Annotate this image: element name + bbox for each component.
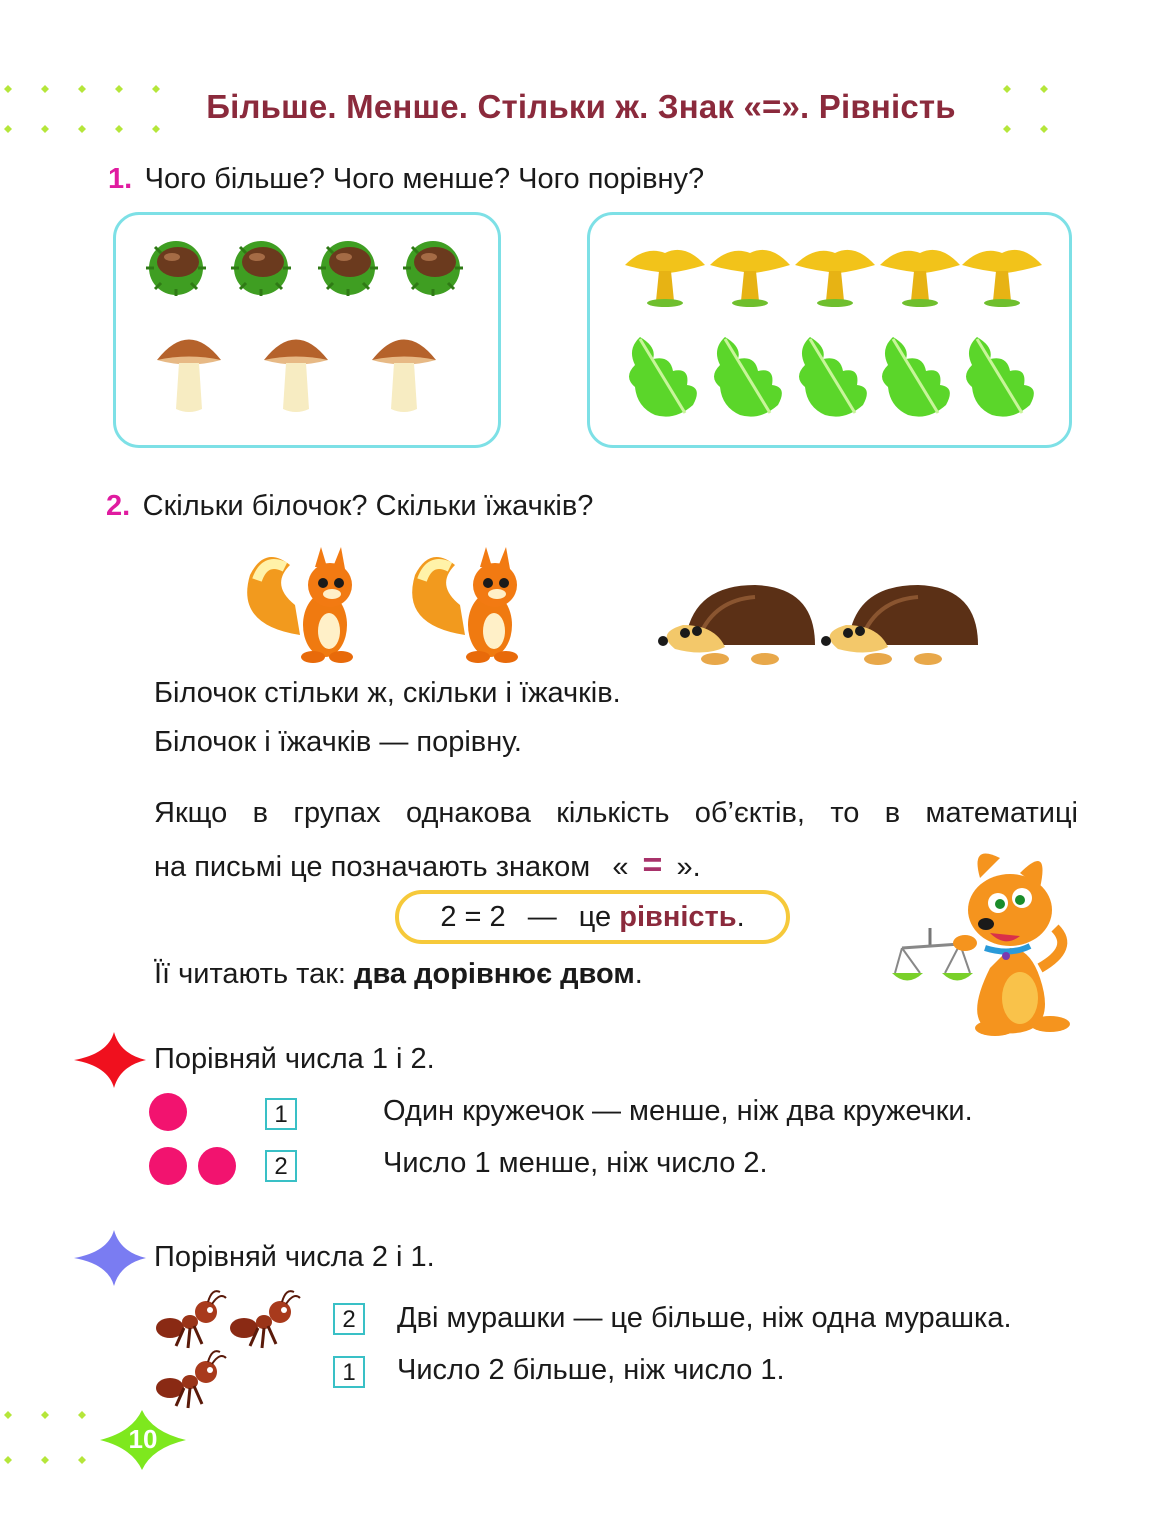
rule-line2: [154, 846, 701, 885]
decorative-dot: [4, 125, 12, 133]
page-title: Більше. Менше. Стільки ж. Знак «=». Рівність: [206, 88, 956, 125]
equality-expression: 2 = 2: [440, 901, 506, 933]
number-box: 2: [265, 1150, 297, 1182]
rule-open-quote: «: [612, 851, 629, 883]
task2-heading: [106, 490, 593, 523]
decorative-dot: [1003, 125, 1011, 133]
decorative-dot: [41, 125, 49, 133]
ants-illustration: [150, 1282, 310, 1417]
task1-right-panel: [587, 212, 1072, 448]
rule-line2-text: на письмі це позначають знаком: [154, 851, 591, 883]
equality-word: рівність: [619, 901, 737, 933]
pink-circle: [149, 1093, 187, 1131]
equality-dot: .: [736, 901, 745, 933]
equality-word-pre: це: [578, 901, 612, 933]
decorative-dot: [41, 1411, 49, 1419]
page-number: 10: [128, 1424, 158, 1454]
decorative-dot: [152, 125, 160, 133]
decorative-dot: [1040, 125, 1048, 133]
decorative-dot: [78, 1411, 86, 1419]
animals-illustration: [240, 530, 980, 670]
compare1-line2: Число 1 менше, ніж число 2.: [383, 1147, 768, 1179]
compare2-line1: Дві мурашки — це більше, ніж одна мурашка.: [397, 1302, 1012, 1334]
blue-star-icon: [72, 1228, 148, 1288]
task2-line1: Білочок стільки ж, скільки і їжачків.: [154, 677, 621, 709]
compare2-heading: Порівняй числа 2 і 1.: [154, 1241, 435, 1273]
equals-sign: =: [642, 846, 663, 884]
task1-heading: [108, 163, 704, 196]
read-bold: два дорівнює двом: [354, 958, 635, 990]
read-end: .: [634, 958, 643, 990]
decorative-dot: [78, 125, 86, 133]
compare1-line1: Один кружечок — менше, ніж два кружечки.: [383, 1095, 973, 1127]
decorative-dot: [41, 1456, 49, 1464]
rule-line1: Якщо в групах однакова кількість об’єктів, то в математиці: [154, 797, 1078, 829]
equality-dash: —: [527, 901, 557, 933]
pink-circle: [198, 1147, 236, 1185]
right-panel-pictures: [590, 215, 1069, 445]
decorative-dot: [4, 1456, 12, 1464]
task1-question: Чого більше? Чого менше? Чого порівну?: [144, 163, 705, 195]
decorative-dot: [78, 1456, 86, 1464]
decorative-dot: [115, 125, 123, 133]
read-line: [154, 958, 643, 991]
compare2-line2: Число 2 більше, ніж число 1.: [397, 1354, 785, 1386]
compare1-heading: Порівняй числа 1 і 2.: [154, 1043, 435, 1075]
task2-question: Скільки білочок? Скільки їжачків?: [142, 490, 594, 522]
task1-number: 1.: [108, 163, 133, 195]
rule-close-quote: ».: [676, 851, 701, 883]
number-box: 2: [333, 1303, 365, 1335]
decorative-dot: [4, 1411, 12, 1419]
equality-pill: [395, 890, 790, 944]
task2-line2: Білочок і їжачків — порівну.: [154, 726, 522, 758]
read-prefix: Її читають так:: [154, 958, 346, 990]
task2-number: 2.: [106, 490, 131, 522]
number-box: 1: [333, 1356, 365, 1388]
number-box: 1: [265, 1098, 297, 1130]
dog-with-scales-illustration: [890, 848, 1080, 1038]
left-panel-pictures: [116, 215, 498, 445]
pink-circle: [149, 1147, 187, 1185]
red-star-icon: [72, 1030, 148, 1090]
task1-left-panel: [113, 212, 501, 448]
